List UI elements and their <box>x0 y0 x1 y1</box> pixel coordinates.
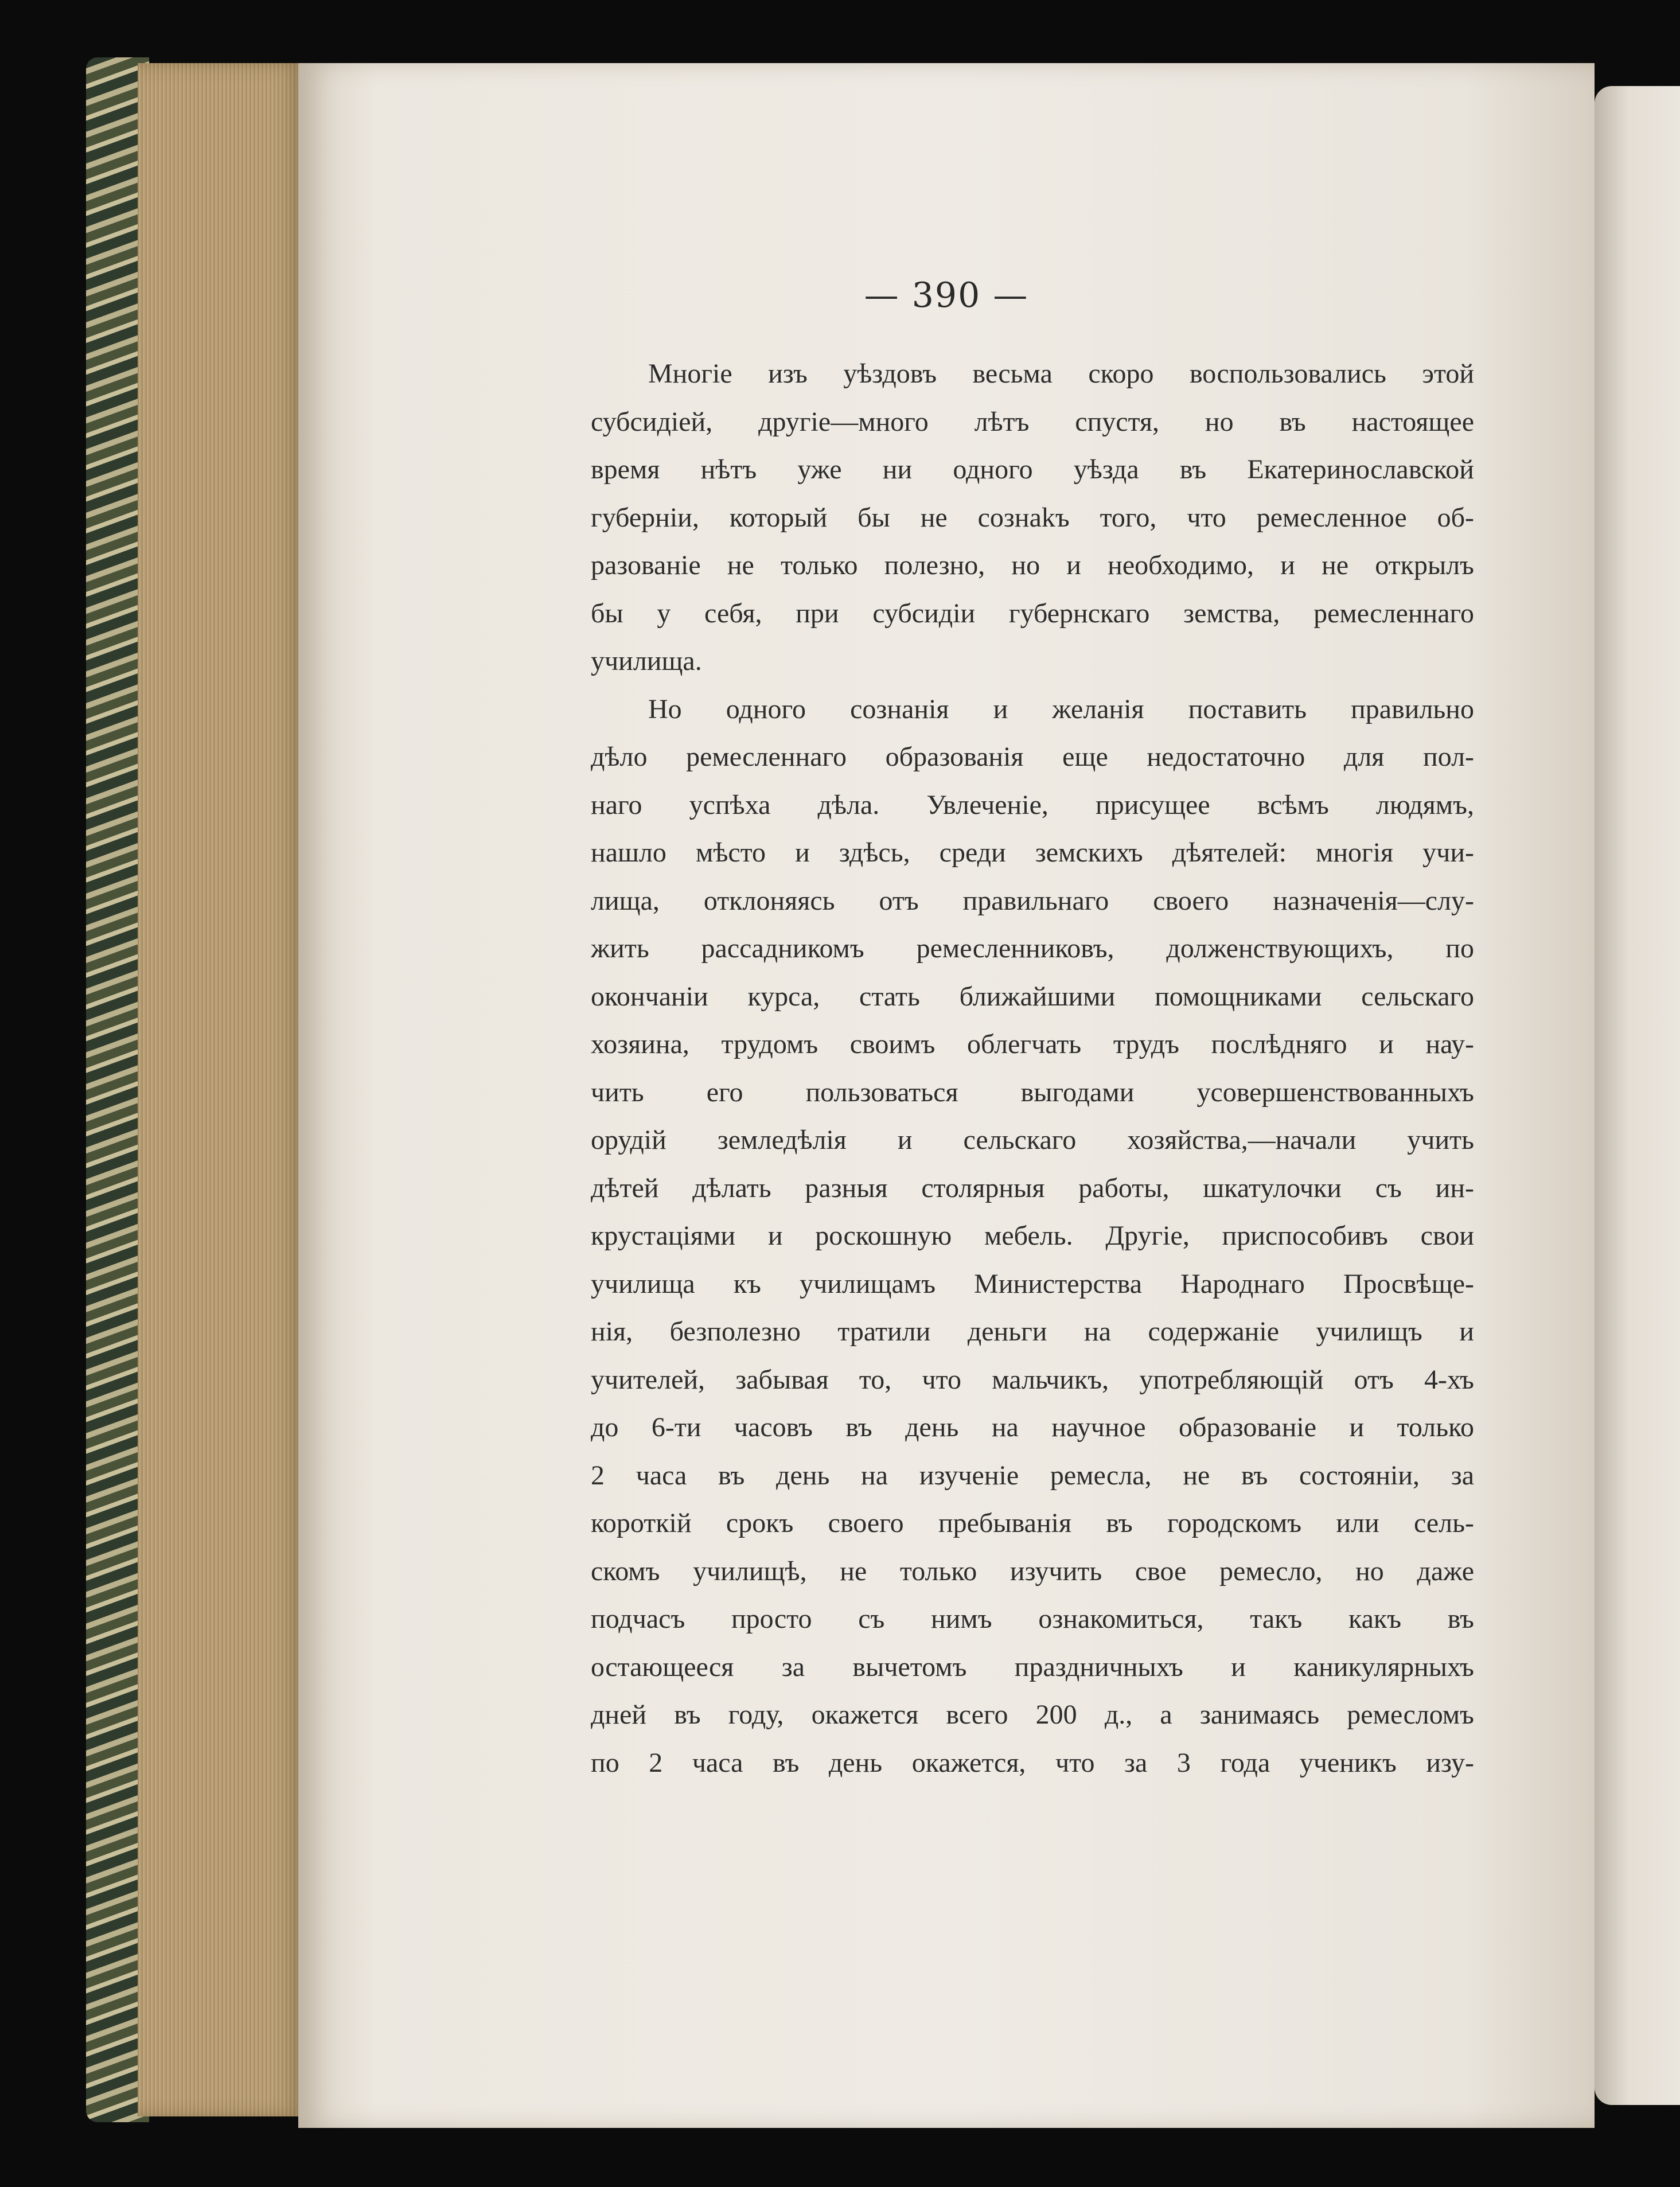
body-text <box>591 350 1474 1787</box>
text-line: дѣтей дѣлать разныя столярныя работы, шкатулочки съ ин- <box>591 1172 1474 1203</box>
text-line: субсидіей, другіе—много лѣтъ спустя, но въ настоящее <box>591 406 1474 437</box>
text-line: Многіе изъ уѣздовъ весьма скоро воспользовались этой <box>648 358 1474 389</box>
text-line: жить расcадникомъ ремесленниковъ, долженствующихъ, по <box>591 933 1474 964</box>
text-line: дѣло ремесленнаго образованія еще недостаточно для пол- <box>591 742 1474 772</box>
text-line: подчасъ просто съ нимъ ознакомиться, такъ какъ въ <box>591 1604 1474 1634</box>
text-line: нія, безполезно тратили деньги на содержаніе училищъ и <box>591 1316 1474 1347</box>
text-line: короткій срокъ своего пребыванія въ городскомъ или сель- <box>591 1508 1474 1538</box>
text-line: губерніи, который бы не сознаkъ того, что ремесленное об- <box>591 502 1474 533</box>
text-line: чить его пользоваться выгодами усовершенствованныхъ <box>591 1077 1474 1108</box>
text-line: время нѣтъ уже ни одного уѣзда въ Екатеринославской <box>591 454 1474 485</box>
text-line: крустаціями и роскошную мебель. Другіе, приспособивъ свои <box>591 1221 1474 1251</box>
text-line: разованіе не только полезно, но и необходимо, и не открылъ <box>591 550 1474 580</box>
text-line: училища къ училищамъ Министерства Народнаго Просвѣще- <box>591 1268 1474 1299</box>
text-line: нашло мѣсто и здѣсь, среди земскихъ дѣятелей: многія учи- <box>591 837 1474 868</box>
text-line: учителей, забывая то, что мальчикъ, употребляющій отъ 4-хъ <box>591 1364 1474 1395</box>
text-line: окончаніи курса, стать ближайшими помощниками сельскаго <box>591 981 1474 1012</box>
text-line: остающееся за вычетомъ праздничныхъ и каникулярныхъ <box>591 1651 1474 1682</box>
text-line: по 2 часа въ день окажется, что за 3 года ученикъ изу- <box>591 1747 1474 1778</box>
text-line: дней въ году, окажется всего 200 д., а занимаясь ремесломъ <box>591 1699 1474 1730</box>
adjacent-page-edge <box>1595 86 1680 2105</box>
text-line: скомъ училищѣ, не только изучить свое ремесло, но даже <box>591 1556 1474 1586</box>
page-number: — 390 — <box>864 275 1029 315</box>
text-line: 2 часа въ день на изученіе ремесла, не въ состояніи, за <box>591 1460 1474 1491</box>
text-line: Но одного сознанія и желанія поставить правильно <box>648 693 1474 724</box>
text-line: училища. <box>591 646 702 676</box>
text-line: лища, отклоняясь отъ правильнаго своего назначенія—слу- <box>591 885 1474 916</box>
text-line: хозяина, трудомъ своимъ облегчать трудъ послѣдняго и нау- <box>591 1029 1474 1059</box>
page-block-edge <box>138 63 304 2116</box>
text-line: наго успѣха дѣла. Увлеченіе, присущее всѣмъ людямъ, <box>591 789 1474 820</box>
text-line: бы у себя, при субсидіи губернскаго земства, ремесленнаго <box>591 598 1474 629</box>
text-line: до 6-ти часовъ въ день на научное образованіе и только <box>591 1412 1474 1443</box>
text-line: орудій земледѣлія и сельскаго хозяйства,—начали учить <box>591 1125 1474 1155</box>
